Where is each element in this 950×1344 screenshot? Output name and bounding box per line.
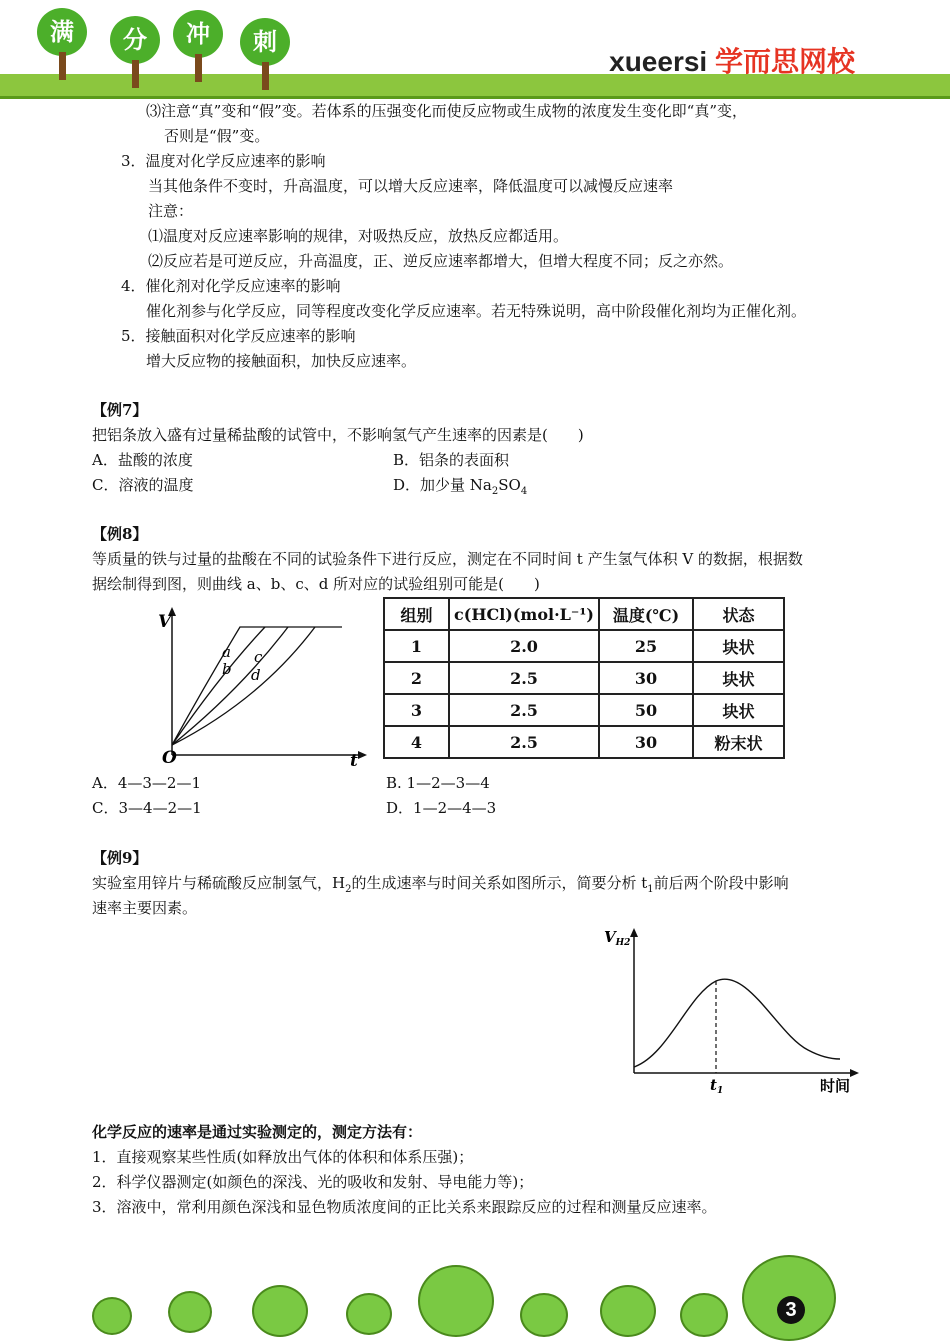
brand-chinese: 学而思网校 <box>714 46 855 77</box>
method-2: 2．科学仪器测定(如颜色的深浅、光的吸收和发射、导电能力等)； <box>92 1173 534 1191</box>
curve-b <box>172 627 265 745</box>
section-5-body: 增大反应物的接触面积，加快反应速率。 <box>146 352 417 370</box>
apple-mascot-icon <box>680 1293 728 1337</box>
example-8-question-line2: 据绘制得到图，则曲线 a、b、c、d 所对应的试验组别可能是( ) <box>92 575 540 593</box>
example-9-graph <box>598 925 863 1100</box>
table-cell: 1 <box>384 630 449 662</box>
tree-badge-1: 满 <box>37 8 87 83</box>
brand-latin: xueersi <box>609 46 708 77</box>
example-9-label: 【例9】 <box>92 849 148 867</box>
method-3: 3．溶液中，常利用颜色深浅和显色物质浓度间的正比关系来跟踪反应的过程和测量反应速率。 <box>92 1198 717 1216</box>
page-number: 3 <box>777 1296 805 1324</box>
table-cell: 2.5 <box>449 662 599 694</box>
section-3-body: 当其他条件不变时，升高温度，可以增大反应速率，降低温度可以减慢反应速率 <box>148 177 674 195</box>
section-4-body: 催化剂参与化学反应，同等程度改变化学反应速率。若无特殊说明，高中阶段催化剂均为正催化剂。 <box>146 302 807 320</box>
table-cell: 2.5 <box>449 694 599 726</box>
table-cell: 4 <box>384 726 449 758</box>
curve-b-label: b <box>222 660 232 678</box>
example-8-option-c: C．3—4—2—1 <box>92 799 202 817</box>
section-3-title: 3．温度对化学反应速率的影响 <box>121 152 326 170</box>
origin-label: O <box>162 748 177 768</box>
example-7-option-a: A．盐酸的浓度 <box>92 451 193 469</box>
methods-title: 化学反应的速率是通过实验测定的，测定方法有： <box>92 1123 423 1141</box>
table-header-cell: 温度(℃) <box>599 598 693 630</box>
rate-axis-label: $V_{H2}$ <box>604 928 631 948</box>
example-8-label: 【例8】 <box>92 525 148 543</box>
table-cell: 30 <box>599 726 693 758</box>
page-header <box>0 0 950 100</box>
example-8-option-b: B. 1—2—3—4 <box>386 774 490 792</box>
example-9-question-line2: 速率主要因素。 <box>92 899 198 917</box>
curve-a-label: a <box>222 643 231 661</box>
table-header-cell: 组别 <box>384 598 449 630</box>
tree-badge-3: 冲 <box>173 10 223 85</box>
table-cell: 30 <box>599 662 693 694</box>
rate-curve <box>634 979 840 1067</box>
t-axis-arrow <box>358 751 367 759</box>
table-cell: 3 <box>384 694 449 726</box>
section-4-title: 4．催化剂对化学反应速率的影响 <box>121 277 341 295</box>
curve-c-label: c <box>254 648 263 666</box>
table-row <box>384 630 784 662</box>
table-row <box>384 726 784 758</box>
table-cell: 2.0 <box>449 630 599 662</box>
table-row <box>384 662 784 694</box>
note-3-line2: 否则是“假”变。 <box>164 127 270 145</box>
table-cell: 块状 <box>693 694 784 726</box>
example-8-option-d: D．1—2—4—3 <box>386 799 497 817</box>
footer-mascots <box>0 1245 950 1344</box>
example-9-question-line1: 实验室用锌片与稀硫酸反应制氢气，$H_2$的生成速率与时间关系如图所示，简要分析 $t_1$前后两个阶段中影响 <box>92 874 789 895</box>
apple-mascot-icon <box>600 1285 656 1337</box>
time-axis-arrow <box>850 1069 859 1077</box>
time-axis-label: 时间 <box>820 1077 851 1095</box>
example-8-question-line1: 等质量的铁与过量的盐酸在不同的试验条件下进行反应，测定在不同时间 t 产生氢气体积 V 的数据，根据数 <box>92 550 803 568</box>
table-cell: 块状 <box>693 630 784 662</box>
tree-badge-4: 刺 <box>240 18 290 93</box>
section-3-note: 注意： <box>148 202 194 220</box>
example-8-table <box>383 597 785 759</box>
section-5-title: 5．接触面积对化学反应速率的影响 <box>121 327 356 345</box>
table-cell: 块状 <box>693 662 784 694</box>
table-cell: 25 <box>599 630 693 662</box>
apple-mascot-icon <box>252 1285 308 1337</box>
table-cell: 2 <box>384 662 449 694</box>
apple-mascot-icon <box>92 1297 132 1335</box>
example-8-graph <box>150 605 375 770</box>
example-7-label: 【例7】 <box>92 401 148 419</box>
table-cell: 粉末状 <box>693 726 784 758</box>
header-band-edge <box>0 96 950 99</box>
example-7-option-b: B．铝条的表面积 <box>393 451 510 469</box>
section-3-note-2: ⑵反应若是可逆反应，升高温度，正、逆反应速率都增大，但增大程度不同；反之亦然。 <box>148 252 734 270</box>
tree-badge-2: 分 <box>110 16 160 91</box>
apple-mascot-icon <box>418 1265 494 1337</box>
table-cell: 2.5 <box>449 726 599 758</box>
apple-mascot-icon <box>520 1293 568 1337</box>
curve-a <box>172 627 342 745</box>
v-axis-label: V <box>158 612 172 632</box>
method-1: 1．直接观察某些性质(如释放出气体的体积和体系压强)； <box>92 1148 474 1166</box>
t-axis-label: t <box>350 751 358 770</box>
apple-mascot-icon <box>346 1293 392 1335</box>
note-3-line1: ⑶注意“真”变和“假”变。若体系的压强变化而使反应物或生成物的浓度发生变化即“真”变， <box>146 102 748 120</box>
table-cell: 50 <box>599 694 693 726</box>
brand-logo <box>609 40 855 80</box>
table-header-cell: c(HCl)(mol·L⁻¹) <box>449 598 599 630</box>
example-7-question: 把铝条放入盛有过量稀盐酸的试管中，不影响氢气产生速率的因素是( ) <box>92 426 584 444</box>
example-7-option-c: C．溶液的温度 <box>92 476 194 494</box>
section-3-note-1: ⑴温度对反应速率影响的规律，对吸热反应，放热反应都适用。 <box>148 227 569 245</box>
rate-axis-arrow <box>630 928 638 937</box>
curve-d-label: d <box>251 666 261 684</box>
t1-label: $t_1$ <box>710 1076 724 1096</box>
apple-mascot-icon <box>168 1291 212 1333</box>
table-row <box>384 694 784 726</box>
table-header-row <box>384 598 784 630</box>
example-8-option-a: A．4—3—2—1 <box>92 774 202 792</box>
table-header-cell: 状态 <box>693 598 784 630</box>
example-7-option-d: D．加少量 $Na_2SO_4$ <box>393 476 528 497</box>
